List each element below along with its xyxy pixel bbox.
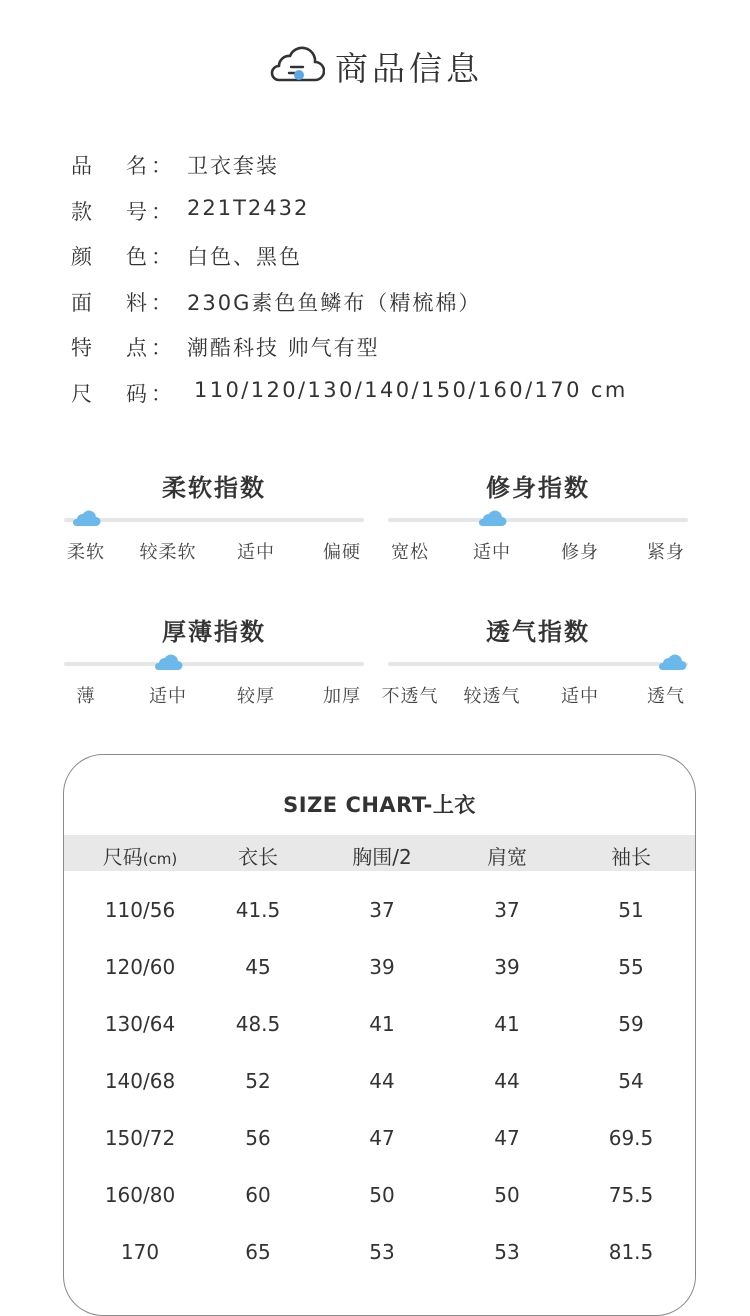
info-value-size: 110/120/130/140/150/160/170 cm xyxy=(194,377,628,402)
index-thickness xyxy=(64,612,364,707)
index-option: 适中 xyxy=(237,542,275,563)
index-option-labels xyxy=(381,682,688,707)
index-option: 适中 xyxy=(473,542,511,563)
size-chart-row xyxy=(64,1069,695,1109)
header-size-label: 尺码 xyxy=(102,845,143,869)
size-chart-cell: 59 xyxy=(618,1012,644,1036)
size-chart-cell: 53 xyxy=(494,1240,520,1264)
size-chart-row xyxy=(64,1012,695,1052)
info-colon: ： xyxy=(151,290,174,315)
index-softness xyxy=(64,468,364,563)
info-label-char: 号 xyxy=(126,199,149,224)
size-chart-cell: 120/60 xyxy=(104,955,176,979)
info-label-char: 尺 xyxy=(71,381,94,406)
index-option: 修身 xyxy=(561,542,599,563)
size-chart-cell: 130/64 xyxy=(104,1012,176,1036)
size-chart-row xyxy=(64,1240,695,1280)
size-chart-header-cell: 肩宽 xyxy=(487,845,527,869)
index-track xyxy=(64,662,364,666)
size-chart-header-cell: 衣长 xyxy=(238,845,278,869)
size-chart-cell: 48.5 xyxy=(235,1012,281,1036)
size-chart-header-cell: 胸围/2 xyxy=(352,845,412,869)
size-chart-cell: 140/68 xyxy=(104,1069,176,1093)
section-header xyxy=(0,40,750,92)
info-value-style-number: 221T2432 xyxy=(187,195,310,220)
index-breathability xyxy=(381,612,688,707)
info-label-char: 料 xyxy=(126,290,149,315)
size-chart-cell: 69.5 xyxy=(608,1126,654,1150)
size-chart-cell: 75.5 xyxy=(608,1183,654,1207)
size-chart-cell: 47 xyxy=(494,1126,520,1150)
size-chart-cell: 50 xyxy=(369,1183,395,1207)
size-chart-cell: 41.5 xyxy=(235,898,281,922)
size-chart-cell: 55 xyxy=(618,955,644,979)
index-option-labels xyxy=(388,538,688,562)
size-chart-cell: 37 xyxy=(369,898,395,922)
index-fit xyxy=(388,468,688,563)
size-chart-cell: 41 xyxy=(494,1012,520,1036)
index-option-labels xyxy=(64,682,364,706)
info-value-name: 卫衣套装 xyxy=(187,154,279,178)
size-chart-cell: 170 xyxy=(120,1240,160,1264)
info-label-char: 码 xyxy=(126,381,149,406)
size-chart-cell: 110/56 xyxy=(104,898,176,922)
size-chart-row xyxy=(64,898,695,938)
index-option: 加厚 xyxy=(323,686,361,707)
index-option: 宽松 xyxy=(391,542,429,563)
size-chart-row xyxy=(64,1183,695,1223)
size-chart-cell: 47 xyxy=(369,1126,395,1150)
index-option: 薄 xyxy=(76,686,96,707)
size-chart-cell: 53 xyxy=(369,1240,395,1264)
size-chart-cell: 39 xyxy=(369,955,395,979)
index-option-labels xyxy=(64,538,364,562)
size-chart-cell: 52 xyxy=(245,1069,271,1093)
info-label-char: 品 xyxy=(71,154,94,178)
size-chart-cell: 54 xyxy=(618,1069,644,1093)
size-chart-row xyxy=(64,1126,695,1166)
cloud-marker-icon xyxy=(657,652,687,672)
size-chart-cell: 65 xyxy=(245,1240,271,1264)
index-option: 较柔软 xyxy=(139,542,197,563)
cloud-marker-icon xyxy=(153,652,183,672)
info-colon: ： xyxy=(151,336,174,361)
index-option: 较厚 xyxy=(237,686,275,707)
info-label-char: 面 xyxy=(71,290,94,315)
index-option: 偏硬 xyxy=(323,542,361,563)
size-chart-cell: 45 xyxy=(245,955,271,979)
info-colon: ： xyxy=(151,154,174,178)
info-label-char: 款 xyxy=(71,199,94,224)
size-chart-header-cell xyxy=(103,841,178,870)
index-option: 不透气 xyxy=(381,686,439,707)
cloud-marker-icon xyxy=(477,508,507,528)
info-colon: ： xyxy=(151,245,174,270)
cloud-logo-icon xyxy=(267,46,325,86)
size-chart-cell: 37 xyxy=(494,898,520,922)
size-chart-cell: 150/72 xyxy=(104,1126,176,1150)
index-option: 紧身 xyxy=(647,542,685,563)
size-chart-cell: 160/80 xyxy=(104,1183,176,1207)
index-track xyxy=(64,518,364,522)
size-chart-cell: 41 xyxy=(369,1012,395,1036)
cloud-marker-icon xyxy=(71,508,101,528)
size-chart-card xyxy=(63,754,696,1316)
info-label-char: 名 xyxy=(126,154,149,178)
index-option: 透气 xyxy=(647,686,685,707)
size-chart-row xyxy=(64,955,695,995)
size-chart-cell: 44 xyxy=(369,1069,395,1093)
info-label-char: 特 xyxy=(71,336,94,361)
index-track xyxy=(388,662,688,666)
size-chart-header-cell: 袖长 xyxy=(611,845,651,869)
size-chart-cell: 60 xyxy=(245,1183,271,1207)
index-option: 柔软 xyxy=(67,542,105,563)
info-colon: ： xyxy=(151,381,174,406)
index-title: 修身指数 xyxy=(486,474,590,502)
info-value-feature: 潮酷科技 帅气有型 xyxy=(187,336,380,361)
info-value-fabric: 230G素色鱼鳞布（精梳棉） xyxy=(187,290,482,315)
info-label-char: 点 xyxy=(126,336,149,361)
index-option: 适中 xyxy=(561,686,599,707)
index-title: 厚薄指数 xyxy=(162,618,266,646)
index-track xyxy=(388,518,688,522)
index-option: 较透气 xyxy=(463,686,521,707)
info-value-color: 白色、黑色 xyxy=(187,245,302,270)
size-chart-title: SIZE CHART-上衣 xyxy=(283,793,476,817)
size-chart-cell: 81.5 xyxy=(608,1240,654,1264)
index-option: 适中 xyxy=(149,686,187,707)
size-chart-cell: 44 xyxy=(494,1069,520,1093)
info-colon: ： xyxy=(151,199,174,224)
section-title: 商品信息 xyxy=(335,48,483,88)
info-label-char: 颜 xyxy=(71,245,94,270)
size-chart-header-row xyxy=(64,835,695,871)
size-chart-cell: 51 xyxy=(618,898,644,922)
index-title: 透气指数 xyxy=(486,618,590,646)
info-label-char: 色 xyxy=(126,245,149,270)
index-title: 柔软指数 xyxy=(162,474,266,502)
size-chart-cell: 56 xyxy=(245,1126,271,1150)
size-chart-cell: 50 xyxy=(494,1183,520,1207)
header-size-unit: (cm) xyxy=(142,850,178,868)
size-chart-cell: 39 xyxy=(494,955,520,979)
